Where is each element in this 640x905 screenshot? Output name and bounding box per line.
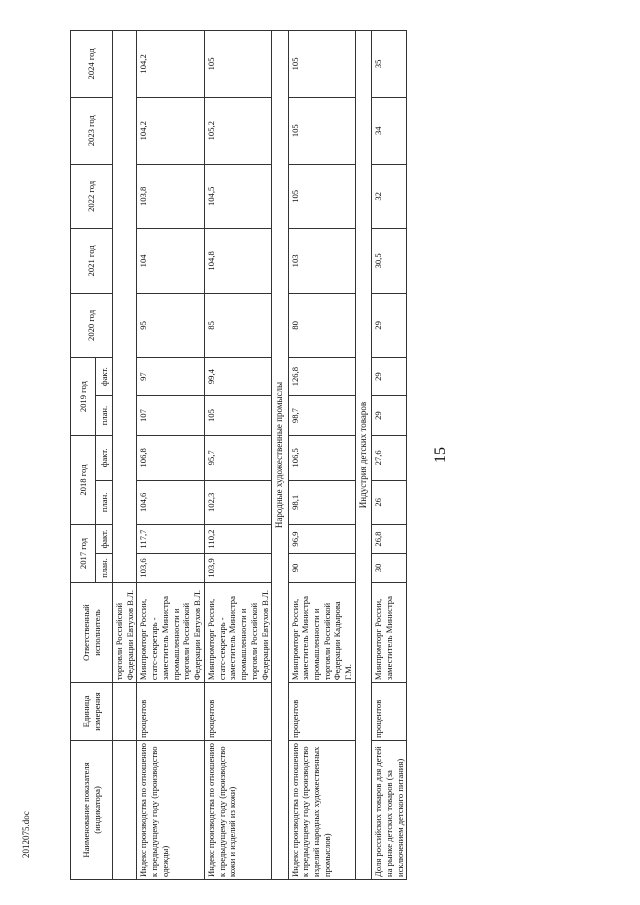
header-2018: 2018 год (71, 436, 96, 525)
page-number: 15 (432, 447, 449, 463)
header-2017: 2017 год (71, 525, 96, 583)
value-cell: 104,6 (137, 480, 204, 525)
rows-group-a (137, 31, 272, 880)
header-2019-plan: план. (96, 396, 113, 436)
value-cell: 32 (372, 164, 407, 229)
table-row-continuation (113, 31, 137, 880)
value-cell: 29 (372, 396, 407, 436)
value-cell: 117,7 (137, 525, 204, 554)
value-cell: 105,2 (204, 97, 271, 164)
value-cell: 98,7 (288, 396, 355, 436)
header-2018-plan: план. (96, 480, 113, 525)
value-cell: 105 (288, 164, 355, 229)
value-cell: 104,5 (204, 164, 271, 229)
value-cell: 29 (372, 358, 407, 396)
value-cell: 105 (288, 97, 355, 164)
value-cell: 105 (288, 31, 355, 98)
rows-group-b (288, 31, 355, 880)
unit-cell: процентов (137, 683, 204, 741)
value-cell: 90 (288, 554, 355, 583)
value-cell: 29 (372, 293, 407, 358)
value-cell: 26,8 (372, 525, 407, 554)
value-cell: 35 (372, 31, 407, 98)
value-cell: 104,8 (204, 229, 271, 294)
value-cell: 103,8 (137, 164, 204, 229)
table-row (288, 31, 355, 880)
value-cell: 104,2 (137, 31, 204, 98)
header-2018-fact: факт. (96, 436, 113, 481)
header-unit: Единица измерения (71, 683, 113, 741)
value-cell: 98,1 (288, 480, 355, 525)
value-cell: 34 (372, 97, 407, 164)
rows-group-c (372, 31, 407, 880)
value-cell: 30,5 (372, 229, 407, 294)
header-2017-fact: факт. (96, 525, 113, 554)
value-cell: 106,5 (288, 436, 355, 481)
responsible-cell: Минпромторг России, статс-секретарь - заместитель Министра промышленности и торговли Российской Федерации Евтухов В.Л. (137, 582, 204, 682)
value-cell: 85 (204, 293, 271, 358)
value-cell: 95,7 (204, 436, 271, 481)
value-cell: 99,4 (204, 358, 271, 396)
responsible-cell: торговли Российской Федерации Евтухов В.Л. (113, 582, 137, 682)
section-row (272, 31, 288, 880)
indicator-cell: Индекс производства по отношению к предыдущему году (производство одежды) (137, 740, 204, 879)
table-row (204, 31, 271, 880)
header-2019-fact: факт. (96, 358, 113, 396)
header-2021: 2021 год (71, 229, 113, 294)
value-cell: 105 (204, 31, 271, 98)
value-cell: 26 (372, 480, 407, 525)
rotated-table-container (70, 30, 635, 880)
indicator-cell: Индекс производства по отношению к предыдущему году (производство изделий народных художественных промыслов) (288, 740, 355, 879)
header-responsible: Ответственный исполнитель (71, 582, 113, 682)
value-cell: 126,8 (288, 358, 355, 396)
header-indicator: Наименование показателя (индикатора) (71, 740, 113, 879)
value-cell: 95 (137, 293, 204, 358)
value-cell: 104 (137, 229, 204, 294)
header-2017-plan: план. (96, 554, 113, 583)
header-2020: 2020 год (71, 293, 113, 358)
table-row (137, 31, 204, 880)
table-row (372, 31, 407, 880)
section-title: Индустрия детских товаров (355, 31, 371, 880)
header-2022: 2022 год (71, 164, 113, 229)
responsible-cell: Минпромторг России, заместитель Министра (372, 582, 407, 682)
value-cell: 104,2 (137, 97, 204, 164)
value-cell: 102,3 (204, 480, 271, 525)
section-row (355, 31, 371, 880)
value-cell: 27,6 (372, 436, 407, 481)
value-cell: 107 (137, 396, 204, 436)
value-cell: 80 (288, 293, 355, 358)
value-cell: 96,9 (288, 525, 355, 554)
value-cell: 103,6 (137, 554, 204, 583)
value-cell: 30 (372, 554, 407, 583)
value-cell: 103 (288, 229, 355, 294)
responsible-cell: Минпромторг России, статс-секретарь - заместитель Министра промышленности и торговли Российской Федерации Евтухов В.Л. (204, 582, 271, 682)
header-2023: 2023 год (71, 97, 113, 164)
responsible-cell: Минпромторг России, заместитель Министра промышленности и торговли Российской Федерации Кадырова Г.М. (288, 582, 355, 682)
header-2024: 2024 год (71, 31, 113, 98)
value-cell: 110,2 (204, 525, 271, 554)
unit-cell: процентов (288, 683, 355, 741)
section-title: Народные художественные промыслы (272, 31, 288, 880)
value-cell: 103,9 (204, 554, 271, 583)
value-cell: 105 (204, 396, 271, 436)
unit-cell: процентов (204, 683, 271, 741)
indicator-cell: Индекс производства по отношению к предыдущему году (производство кожи и изделий из кожи) (204, 740, 271, 879)
value-cell: 106,8 (137, 436, 204, 481)
indicator-cell: Доля российских товаров для детей на рынке детских товаров (за исключением детского питания) (372, 740, 407, 879)
unit-cell: процентов (372, 683, 407, 741)
indicators-table (70, 30, 407, 880)
value-cell: 97 (137, 358, 204, 396)
footer-filename: 2012075.doc (21, 811, 31, 858)
header-2019: 2019 год (71, 358, 96, 436)
